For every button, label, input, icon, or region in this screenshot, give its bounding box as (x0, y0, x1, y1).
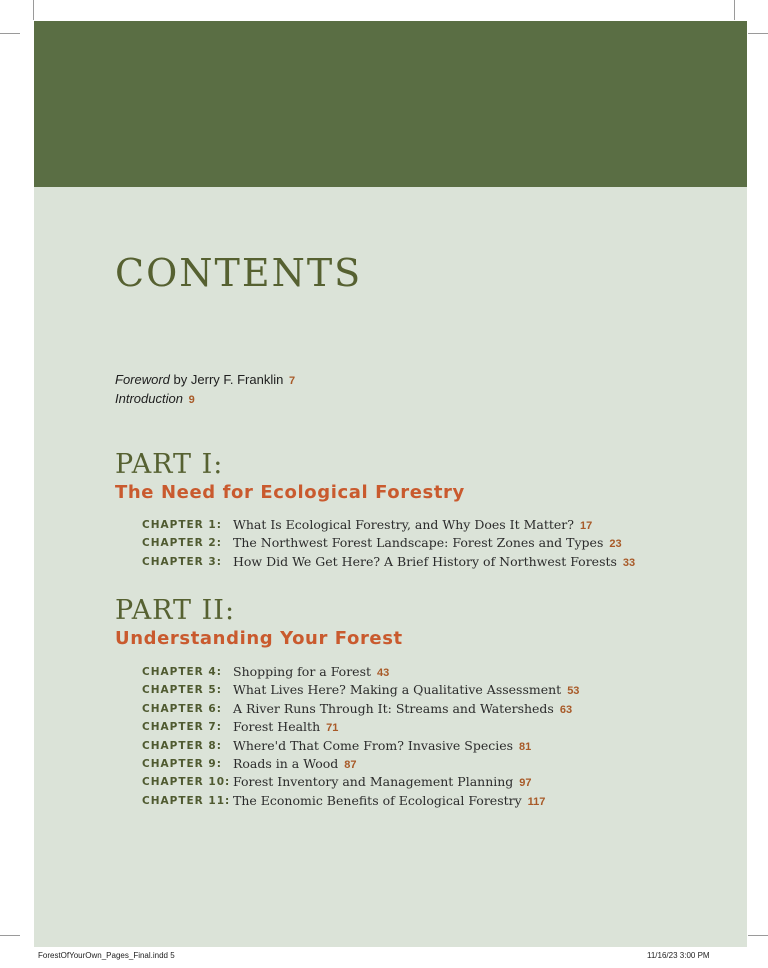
part-1-number: PART I: (115, 449, 224, 480)
chapter-entry[interactable] (142, 663, 742, 681)
chapter-label: CHAPTER 10: (142, 776, 231, 789)
chapter-entry[interactable] (142, 737, 742, 755)
chapter-label: CHAPTER 9: (142, 757, 222, 770)
crop-mark (748, 33, 768, 34)
page-number: 87 (344, 758, 357, 771)
chapter-label: CHAPTER 3: (142, 555, 222, 568)
front-matter-author: by Jerry F. Franklin (173, 372, 284, 387)
chapter-entry[interactable] (142, 516, 742, 534)
chapter-label: CHAPTER 4: (142, 666, 222, 678)
print-timestamp: 11/16/23 3:00 PM (647, 951, 710, 960)
chapter-entry[interactable] (142, 755, 742, 773)
chapter-title: What Is Ecological Forestry, and Why Does It Matter? (233, 517, 574, 532)
chapter-entry[interactable] (142, 700, 742, 718)
part-2-number: PART II: (115, 595, 236, 626)
page-number: 71 (326, 722, 339, 735)
page-number: 81 (519, 740, 532, 753)
page-number: 97 (519, 777, 532, 790)
chapter-title: Shopping for a Forest (233, 664, 372, 679)
page-number: 117 (527, 795, 546, 808)
crop-mark (0, 33, 20, 34)
chapter-title: Forest Inventory and Management Planning (233, 774, 514, 790)
chapter-entry[interactable] (142, 553, 742, 571)
page-number: 9 (188, 394, 195, 406)
page-number: 33 (622, 556, 636, 569)
front-matter-title: Foreword (115, 372, 170, 387)
header-banner (34, 21, 747, 187)
page-title: CONTENTS (115, 251, 363, 295)
page-number: 63 (559, 703, 573, 716)
chapter-label: CHAPTER 2: (142, 537, 222, 550)
file-slug: ForestOfYourOwn_Pages_Final.indd 5 (38, 951, 175, 960)
page-number: 17 (579, 520, 593, 532)
contents-page (34, 21, 747, 947)
chapter-title: How Did We Get Here? A Brief History of Northwest Forests (233, 553, 617, 569)
part-2-title: Understanding Your Forest (115, 628, 403, 649)
crop-mark (33, 0, 34, 20)
front-matter-item-foreword[interactable] (115, 370, 295, 389)
chapter-title: The Economic Benefits of Ecological Forestry (233, 792, 522, 808)
chapter-label: CHAPTER 1: (142, 519, 222, 531)
chapter-title: Roads in a Wood (233, 755, 339, 771)
part-2-chapter-list (142, 663, 742, 810)
front-matter-item-introduction[interactable] (115, 389, 295, 408)
chapter-entry[interactable] (142, 718, 742, 736)
chapter-entry[interactable] (142, 792, 742, 810)
chapter-label: CHAPTER 11: (142, 794, 231, 807)
chapter-entry[interactable] (142, 534, 742, 552)
chapter-title: What Lives Here? Making a Qualitative Assessment (233, 682, 562, 698)
page-number: 23 (609, 538, 622, 551)
chapter-label: CHAPTER 7: (142, 721, 222, 734)
part-1-title: The Need for Ecological Forestry (115, 482, 465, 503)
chapter-label: CHAPTER 6: (142, 702, 222, 715)
chapter-entry[interactable] (142, 681, 742, 699)
front-matter-title: Introduction (115, 391, 183, 406)
crop-mark (0, 935, 20, 936)
crop-mark (748, 935, 768, 936)
chapter-title: Where'd That Come From? Invasive Species (233, 737, 514, 753)
front-matter (115, 370, 295, 408)
part-1-chapter-list (142, 516, 742, 571)
chapter-entry[interactable] (142, 773, 742, 791)
chapter-title: Forest Health (233, 719, 321, 735)
chapter-label: CHAPTER 5: (142, 684, 222, 697)
crop-mark (734, 0, 735, 20)
page-number: 43 (377, 667, 390, 679)
page-number: 7 (288, 375, 296, 387)
chapter-title: A River Runs Through It: Streams and Watersheds (233, 700, 554, 716)
chapter-label: CHAPTER 8: (142, 739, 222, 752)
chapter-title: The Northwest Forest Landscape: Forest Zones and Types (233, 535, 604, 551)
page-number: 53 (567, 685, 580, 698)
